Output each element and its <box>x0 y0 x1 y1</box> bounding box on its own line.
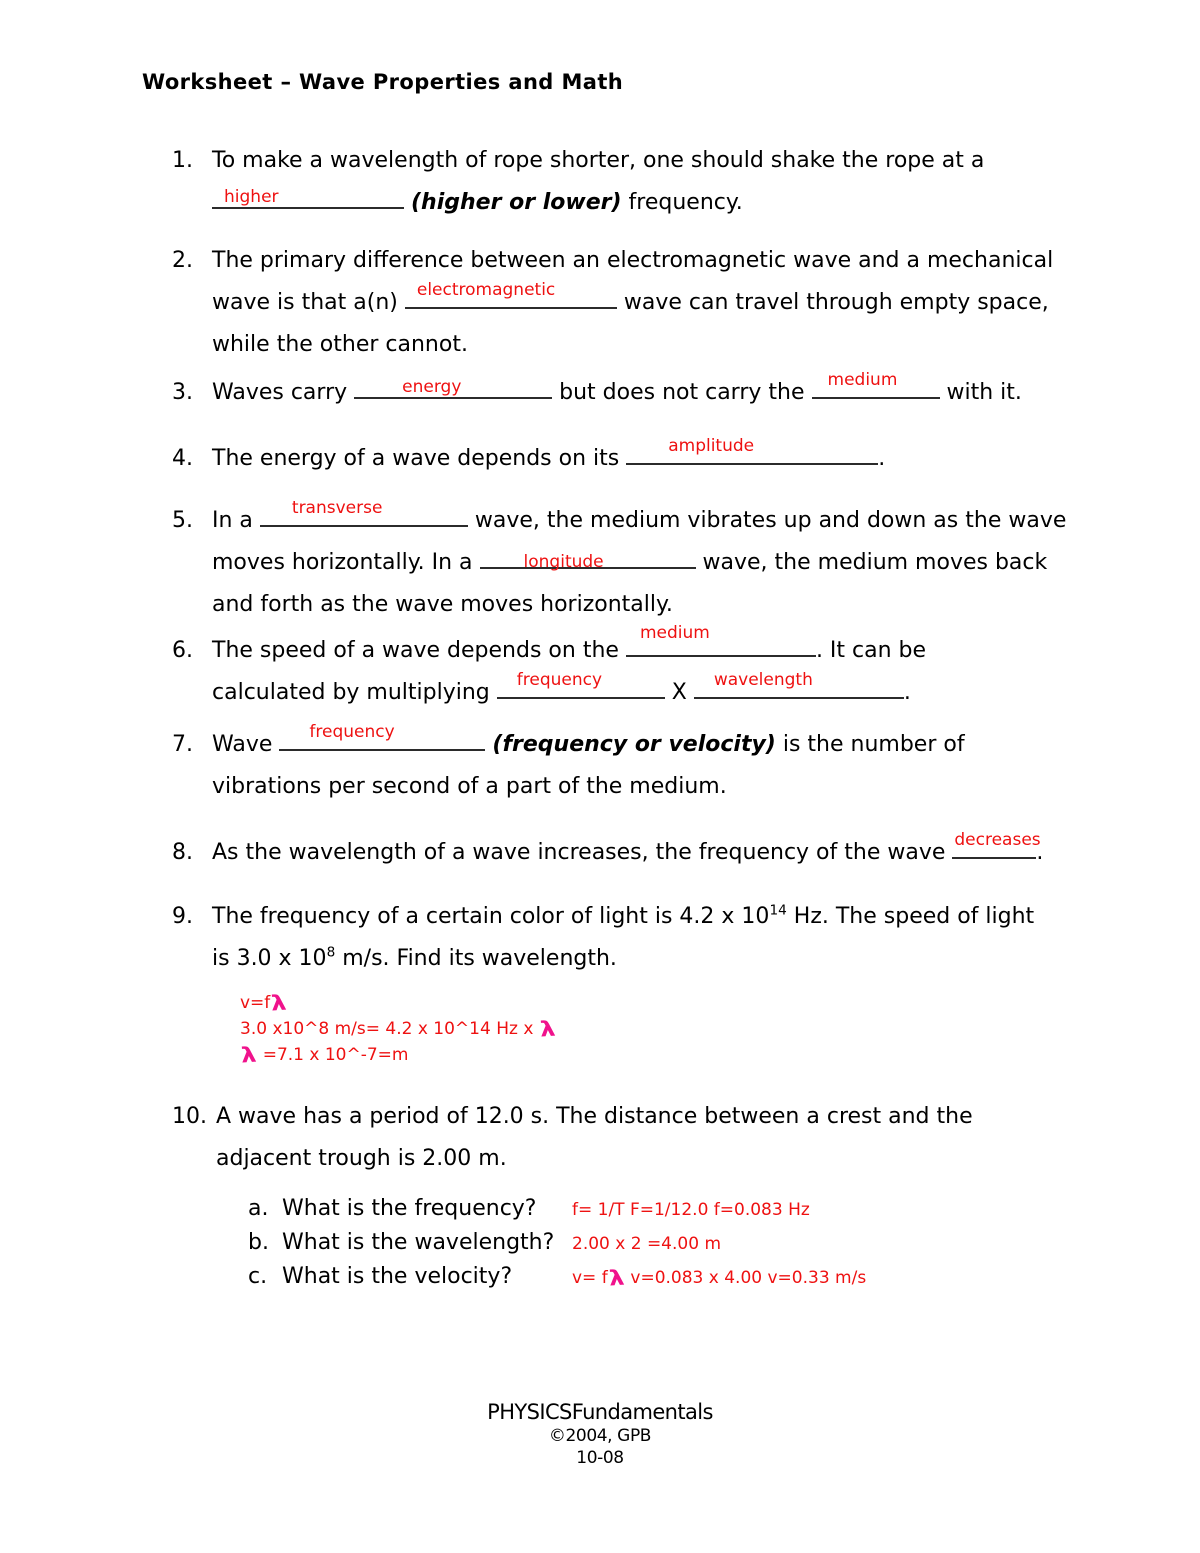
question-9-text-b1: is 3.0 x 10 <box>212 946 327 971</box>
question-10-body <box>216 1096 1072 1180</box>
question-7-text-c: is the number of <box>782 732 965 757</box>
question-5-blank-2[interactable] <box>480 545 696 572</box>
question-9-text-b2: m/s. Find its wavelength. <box>335 946 617 971</box>
question-7 <box>172 724 1072 808</box>
question-1-number: 1. <box>172 148 193 173</box>
question-9-exponent-2: 8 <box>326 944 336 961</box>
q9-work-line3-text: =7.1 x 10^-7=m <box>257 1045 409 1065</box>
question-2-answer-1: electromagnetic <box>416 280 556 300</box>
question-10-subitem-c <box>248 1260 866 1295</box>
question-2-blank-1[interactable] <box>405 280 617 309</box>
question-9-text-a2: Hz. The speed of light <box>786 904 1035 929</box>
page-footer <box>0 1400 1200 1468</box>
subitem-c-answer-post: v=0.083 x 4.00 v=0.33 m/s <box>625 1268 867 1288</box>
subitem-a-question: What is the frequency? <box>282 1196 537 1221</box>
footer-copyright: ©2004, GPB <box>548 1426 652 1446</box>
subitem-b-question: What is the wavelength? <box>282 1230 555 1255</box>
question-7-hint: (frequency or velocity) <box>492 732 776 757</box>
question-2-body <box>212 240 1072 366</box>
question-2-text-c: wave can travel through empty space, <box>623 290 1049 315</box>
question-9-handwritten-work <box>240 990 556 1068</box>
question-6-answer-3: wavelength <box>713 670 813 690</box>
question-10 <box>172 1096 1072 1180</box>
subitem-b-label: b. <box>248 1230 269 1255</box>
question-1 <box>172 140 1072 224</box>
question-8-answer-1: decreases <box>954 830 1041 850</box>
question-6-blank-1[interactable] <box>626 623 816 657</box>
question-5-answer-2: longitude <box>523 552 604 572</box>
question-2-text-a: The primary difference between an electromagnetic wave and a mechanical <box>212 248 1054 273</box>
q9-work-line1-text: v=f <box>240 993 271 1013</box>
q9-work-line-2 <box>240 1016 556 1042</box>
question-3-blank-2[interactable] <box>812 370 940 399</box>
lambda-icon: λ <box>240 1042 258 1068</box>
question-2-number: 2. <box>172 248 193 273</box>
subitem-c-question: What is the velocity? <box>282 1264 513 1289</box>
footer-code: 10-08 <box>576 1448 624 1468</box>
subitem-c-answer-pre: v= f <box>572 1268 608 1288</box>
question-7-blank-1[interactable] <box>279 722 485 751</box>
question-7-answer-1: frequency <box>309 722 395 742</box>
question-4-blank-1[interactable] <box>626 436 878 465</box>
question-8 <box>172 832 1072 874</box>
question-5-text-a: In a <box>212 508 253 533</box>
question-3-text-b: but does not carry the <box>559 380 805 405</box>
question-4-text-a: The energy of a wave depends on its <box>212 446 620 471</box>
question-10-subitem-b <box>248 1226 721 1261</box>
question-3-text-c: with it. <box>946 380 1022 405</box>
lambda-icon: λ <box>607 1265 625 1291</box>
question-3-body <box>212 372 1072 414</box>
lambda-icon: λ <box>270 990 288 1016</box>
question-6-text-e: . <box>903 680 911 705</box>
subitem-c-label: c. <box>248 1264 268 1289</box>
question-6-blank-2[interactable] <box>497 670 665 699</box>
question-9-number: 9. <box>172 904 193 929</box>
question-8-text-a: As the wavelength of a wave increases, the frequency of the wave <box>212 840 946 865</box>
question-6-text-b: . It can be <box>815 638 927 663</box>
question-4-text-b: . <box>878 446 886 471</box>
question-2-text-b: wave is that a(n) <box>212 290 398 315</box>
question-4-body <box>212 438 1072 480</box>
question-10-text-b: adjacent trough is 2.00 m. <box>216 1146 507 1171</box>
question-9-text-a1: The frequency of a certain color of light is 4.2 x 10 <box>212 904 770 929</box>
page-title: Worksheet – Wave Properties and Math <box>142 70 624 94</box>
question-5-text-e: and forth as the wave moves horizontally. <box>212 592 673 617</box>
footer-brand: PHYSICSFundamentals <box>487 1400 713 1424</box>
question-5-text-b: wave, the medium vibrates up and down as the wave <box>474 508 1067 533</box>
question-10-text-a: A wave has a period of 12.0 s. The distance between a crest and the <box>216 1104 973 1129</box>
question-7-text-a: Wave <box>212 732 273 757</box>
question-10-number: 10. <box>172 1104 207 1129</box>
question-9-body <box>212 896 1072 980</box>
question-2-text-d: while the other cannot. <box>212 332 468 357</box>
question-1-body <box>212 140 1072 224</box>
question-6-body <box>212 623 1072 714</box>
question-5-text-c: moves horizontally. In a <box>212 550 473 575</box>
subitem-a-answer: f= 1/T F=1/12.0 f=0.083 Hz <box>572 1200 810 1220</box>
question-6-text-a: The speed of a wave depends on the <box>212 638 619 663</box>
question-3-answer-1: energy <box>402 377 462 397</box>
question-8-body <box>212 832 1072 874</box>
question-8-number: 8. <box>172 840 193 865</box>
q9-work-line-1 <box>240 990 556 1016</box>
question-3-number: 3. <box>172 380 193 405</box>
question-6-text-c: calculated by multiplying <box>212 680 490 705</box>
question-3-answer-2: medium <box>827 370 898 390</box>
question-6-answer-1: medium <box>639 623 710 643</box>
question-1-answer-1: higher <box>224 187 279 207</box>
question-8-blank-1[interactable] <box>952 830 1041 859</box>
question-3 <box>172 372 1072 414</box>
question-3-blank-1[interactable] <box>354 375 552 399</box>
q9-work-line2-text: 3.0 x10^8 m/s= 4.2 x 10^14 Hz x <box>240 1019 539 1039</box>
lambda-icon: λ <box>538 1016 557 1042</box>
question-6-number: 6. <box>172 638 193 663</box>
question-1-text-c: frequency. <box>628 190 743 215</box>
question-1-blank-1[interactable] <box>212 185 404 209</box>
question-6-blank-3[interactable] <box>694 670 904 699</box>
question-7-number: 7. <box>172 732 193 757</box>
question-9 <box>172 896 1072 980</box>
subitem-a-label: a. <box>248 1196 269 1221</box>
question-5 <box>172 500 1072 626</box>
question-3-text-a: Waves carry <box>212 380 348 405</box>
question-6-answer-2: frequency <box>516 670 603 690</box>
question-5-text-d: wave, the medium moves back <box>702 550 1048 575</box>
question-1-hint: (higher or lower) <box>411 190 622 215</box>
question-5-blank-1[interactable] <box>260 498 468 527</box>
question-7-text-d: vibrations per second of a part of the medium. <box>212 774 727 799</box>
question-6-multiply-symbol: X <box>671 680 687 705</box>
question-4-answer-1: amplitude <box>668 436 755 456</box>
subitem-b-answer: 2.00 x 2 =4.00 m <box>572 1234 721 1254</box>
question-4-number: 4. <box>172 446 193 471</box>
question-2 <box>172 240 1072 366</box>
question-7-body <box>212 724 1072 808</box>
question-9-exponent-1: 14 <box>769 902 787 919</box>
q9-work-line-3 <box>240 1042 556 1068</box>
question-10-subitem-a <box>248 1192 810 1227</box>
question-5-number: 5. <box>172 508 193 533</box>
question-5-body <box>212 500 1072 626</box>
question-5-answer-1: transverse <box>291 498 383 518</box>
question-4 <box>172 438 1072 480</box>
question-8-text-b: . <box>1036 840 1044 865</box>
question-6 <box>172 623 1072 714</box>
question-1-text-a: To make a wavelength of rope shorter, one should shake the rope at a <box>212 148 985 173</box>
